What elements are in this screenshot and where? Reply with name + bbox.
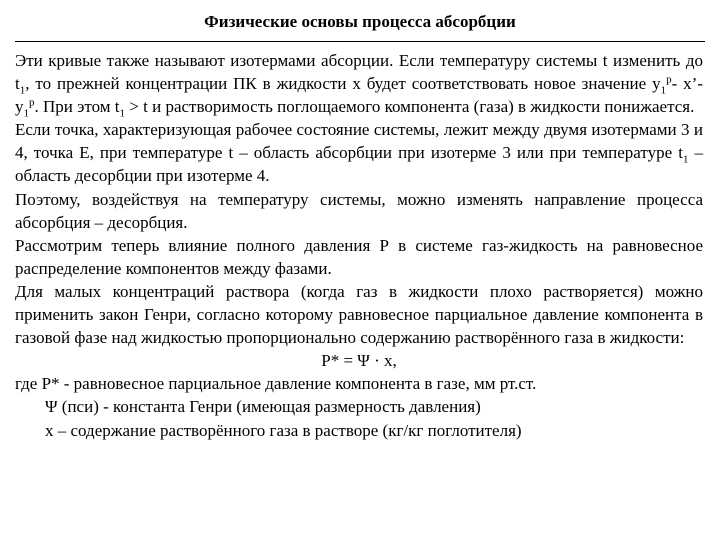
paragraph-pressure: Рассмотрим теперь влияние полного давления Р в системе газ-жидкость на равновесное распределение компонентов между фазами. <box>15 235 703 278</box>
p1-text-a: Эти кривые также называют изотермами абсорции. Если температуру системы t изменить до t <box>15 51 703 94</box>
page-title: Физические основы процесса абсорбции <box>204 12 516 31</box>
body-text <box>15 49 703 442</box>
henry-formula: Р* = Ψ · x, <box>321 351 397 371</box>
p1-text-c: , то прежней концентрации ПК в жидкости x будет соответствовать новое значение y <box>25 74 661 94</box>
p2-text-c: – область десорбции при изотерме 4. <box>15 143 703 186</box>
paragraph-operating-point <box>15 118 703 187</box>
paragraph-isotherms <box>15 49 703 118</box>
p1-sup-e: p <box>666 73 672 86</box>
p1-text-f: - x’- y <box>15 74 703 117</box>
p1-sub-j: 1 <box>119 107 126 120</box>
p1-text-k: > t и растворимость поглощаемого компонента (газа) в жидкости понижается. <box>125 97 695 117</box>
p1-sub-b: 1 <box>19 84 26 97</box>
title-divider <box>15 41 705 42</box>
p2-sub-b: 1 <box>682 153 689 166</box>
p1-text-i: . При этом t <box>34 97 120 117</box>
p2-text-a: Если точка, характеризующая рабочее состояние системы, лежит между двумя изотермами 3 и 4, точка Е, при температуре t – область абсорбции при изотерме 3 или при температуре t <box>15 120 703 163</box>
where-line-2: Ψ (пси) - константа Генри (имеющая размерность давления) <box>45 397 481 417</box>
where-line-3: x – содержание растворённого газа в растворе (кг/кг поглотителя) <box>45 420 522 440</box>
paragraph-temperature-control: Поэтому, воздействуя на температуру системы, можно изменять направление процесса абсорбция – десорбция. <box>15 189 703 232</box>
p1-sub-d: 1 <box>660 84 667 97</box>
p1-sub-g: 1 <box>23 107 29 120</box>
where-line-1: где Р* - равновесное парциальное давление компонента в газе, мм рт.ст. <box>15 374 537 394</box>
paragraph-henry-law: Для малых концентраций раствора (когда газ в жидкости плохо растворяется) можно применить закон Генри, согласно которому равновесное парциальное давление компонента в газовой фазе над жидкостью пропорционально содержанию растворённого газа в жидкости: <box>15 281 703 348</box>
p1-sup-h: p <box>29 96 35 109</box>
